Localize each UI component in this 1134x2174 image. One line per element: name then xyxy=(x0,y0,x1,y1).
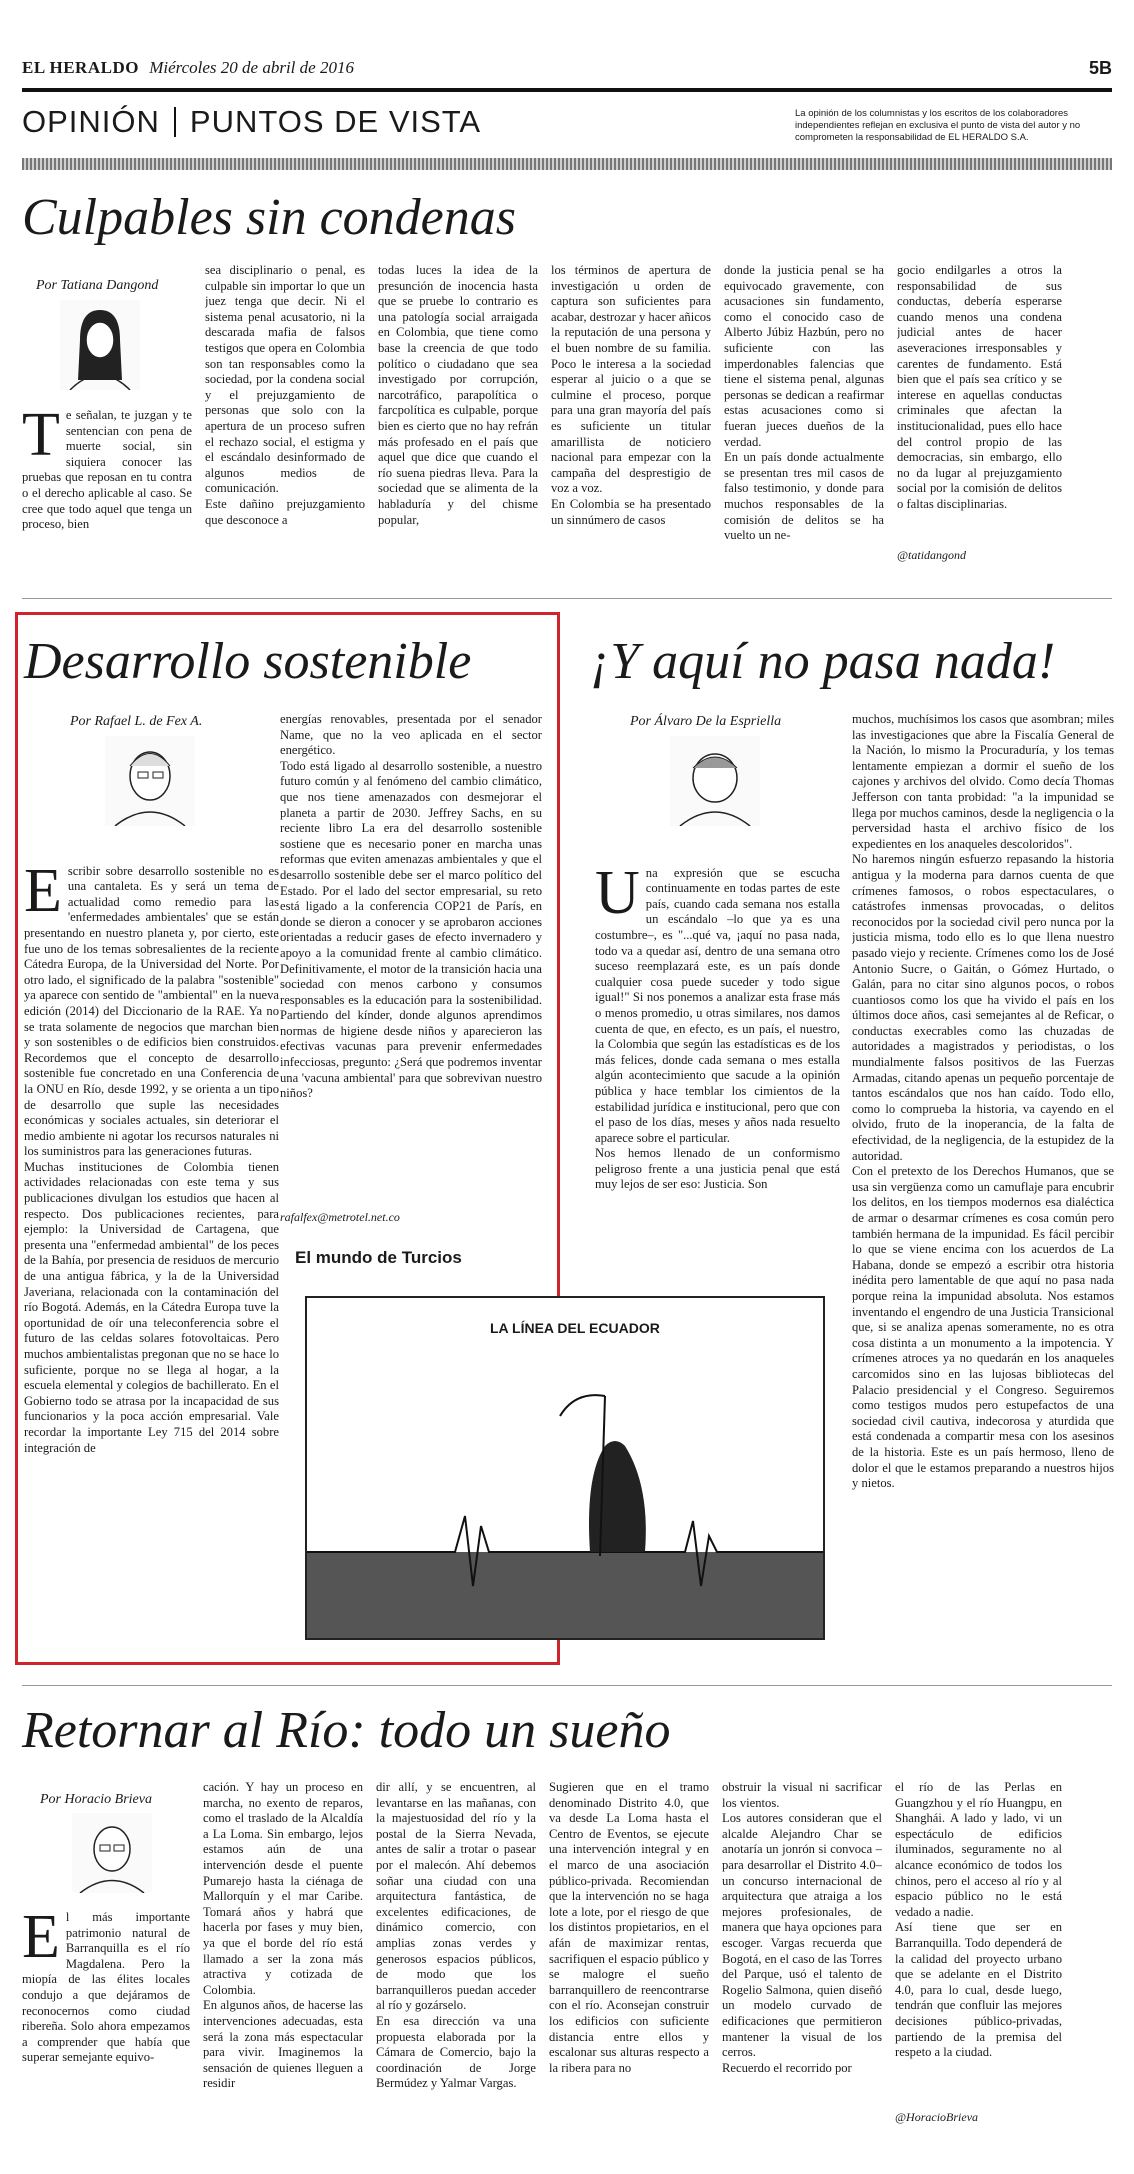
article-col: el río de las Perlas en Guangzhou y el río Huangpu, en Shanghái. A lado y lado, vi un espectáculo de edificios iluminados, seguramente no al alcance económico de todos los chinos, pero el acceso al río y al espacio público no le está vedado a nadie. Así tiene que ser en Barranquilla. Todo dependerá de la calidad del proyecto urbano que se adelante en el Distrito 4.0, para lo cual, desde luego, tendrán que confluir las mejores decisiones público-privadas, partiendo de la premisa del respeto a la ciudad. xyxy=(895,1780,1062,2060)
author-portrait xyxy=(60,300,140,390)
newspaper-name: EL HERALDO xyxy=(22,58,139,77)
byline-desarrollo: Por Rafael L. de Fex A. xyxy=(70,714,203,729)
article-col: gocio endilgarles a otros la responsabilidad de sus conductas, debería esperarse cuando menos una condena judicial antes de hacer aseveraciones irresponsables y carentes de fundamento. Está bien que el país sea crítico y se interese en aquellas conductas criminales que afectan la institucionalidad, pues ello hace del control propio de las democracias, sin embargo, ello no da lugar al prejuzgamiento social por la comisión de delitos o faltas disciplinarias. xyxy=(897,263,1062,511)
author-handle: @HoracioBrieva xyxy=(895,2110,979,2124)
byline-culpables: Por Tatiana Dangond xyxy=(36,278,159,293)
article-col: El más importante patrimonio natural de Barranquilla es el río Magdalena. Pero la miopía de las élites locales condujo a que dejáramos de reconocernos como ciudad ribereña. Solo ahora empezamos a comprender que había que superar semejante equivo- xyxy=(22,1910,190,2065)
section-opinion: OPINIÓN xyxy=(22,104,160,139)
dropcap: E xyxy=(22,1910,60,1971)
section-divider xyxy=(174,107,176,137)
article-col: Una expresión que se escucha continuamente en todas partes de este país, cuando cada semana nos estalla un escándalo –lo que ya es una costumbre–, es "...qué va, ¡aquí no pasa nada, todo va a quedar así, dentro de una semana otro suceso reemplazará este, es un país donde cualquier cosa puede suceder y todo sigue igual!" Si nos ponemos a analizar esta frase más o menos promedio, u otras similares, nos damos cuenta de que, en efecto, es un país, el nuestro, la Colombia que según las estadísticas es de los más felices, donde cada semana o mes estalla algún acontecimiento que sacude a la opinión pública y hace temblar los cimientos de la estabilidad jurídica e institucional, pero que con el paso de los días, meses y años nada resuelto aparece sobre el particular. Nos hemos llenado de un conformismo peligroso frente a una justicia penal que está muy lejos de ser eso: Justicia. Son xyxy=(595,858,840,1192)
article-col: energías renovables, presentada por el senador Name, que no la veo aplicada en el sector energético. Todo está ligado al desarrollo sostenible, a nuestro futuro común y al fenómeno del cambio climático, que nos tiene amenazados con desmejorar el planeta a partir de 2030. Jeffrey Sachs, en su reciente libro La era del desarrollo sostenible sostiene que es necesario poner en marcha unas reformas que eviten amenazas ambientales y que el desarrollo sostenible debe ser el marco político del Estado. Por el lado del sector empresarial, su reto está ligado a la conferencia COP21 de París, en donde se dieron a conocer y se aprobaron acciones orientadas a reducir gases de efecto invernadero y apoyo a la comunidad frente al cambio climático. Definitivamente, el motor de la transición hacia una sociedad con menos carbono y consumos responsables es la educación para la sostenibilidad. Partiendo del kínder, donde algunos aprendimos normas de higiene desde niños y aparecieron las efectivas vacunas para prevenir enfermedades infecciosas, pregunto: ¿Será que podremos inventar una 'vacuna ambiental' para que sobrevivan nuestro niños? xyxy=(280,712,542,1101)
section-header xyxy=(22,104,481,140)
dropcap: U xyxy=(595,858,640,927)
cartoon-illustration xyxy=(305,1296,825,1640)
article-title-retornar: Retornar al Río: todo un sueño xyxy=(22,1702,671,1759)
section-hatch-bar xyxy=(22,158,1112,170)
divider xyxy=(22,598,1112,599)
article-title-aqui: ¡Y aquí no pasa nada! xyxy=(590,633,1056,690)
article-col: obstruir la visual ni sacrificar los vientos. Los autores consideran que el alcalde Alejandro Char se anotaría un jonrón si convoca –para desarrollar el Distrito 4.0– un concurso internacional de arquitectura que atraiga a los mejores profesionales, de manera que haya opciones para escoger. Vargas recuerda que Bogotá, en el caso de las Torres del Parque, usó el talento de Rogelio Salmona, quien diseñó un modelo curvado de edificaciones que permitieron mantener la visual de los cerros. Recuerdo el recorrido por xyxy=(722,1780,882,2075)
article-col: los términos de apertura de investigación u orden de captura son suficientes para acabar, destrozar y hacer añicos la reputación de una persona y el buen nombre de su familia. Poco le interesa a la sociedad esperar al juicio o a que se culmine el proceso, porque para una gran mayoría del país es suficiente un titular amarillista de noticiero nacional para empezar con la campaña del desprestigio de voz a voz. En Colombia se ha presentado un sinnúmero de casos xyxy=(551,263,711,527)
article-col: dir allí, y se encuentren, al levantarse en las mañanas, con la majestuosidad del río y la postal de la Sierra Nevada, antes de salir a trotar o pasear por el malecón. Ahí debemos soñar una ciudad con una arquitectura fantástica, de excelentes edificaciones, de dinámico comercio, con amplias zonas verdes y generosos espacios públicos, de modo que los barranquilleros puedan acceder al río y gozárselo. En esa dirección va una propuesta elaborada por la Cámara de Comercio, bajo la coordinación de Jorge Bermúdez y Yalmar Vargas. xyxy=(376,1780,536,2091)
article-col: Escribir sobre desarrollo sostenible no es una cantaleta. Es y será un tema de actualidad como remedio para las 'enfermedades ambientales' que se están presentando en nuestro planeta y, por cierto, este fue uno de los temas sobresalientes de la reciente Cátedra Europa, de la Universidad del Norte. Por otro lado, el significado de la palabra "sostenible" ya aparece con sentido de "ambiental" en la nueva edición (2014) del Diccionario de la RAE. Ya no se trata solamente de negocios que marchan bien y son sostenibles o de edificios bien construidos. Recordemos que el concepto de desarrollo sostenible fue concretado en una Conferencia de la ONU en Río, desde 1992, y se orienta a un tipo de desarrollo que suple las necesidades económicas y sociales actuales, sin deteriorar el medio ambiente ni agotar los recursos naturales ni los suministros para las generaciones futuras. Muchas instituciones de Colombia tienen actividades relacionadas con este tema y sus publicaciones divulgan los estudios que hacen al respecto. Dos publicaciones recientes, para ejemplo: la Universidad de Cartagena, que presenta una "enfermedad ambiental" de los peces de la Bahía, por presencia de residuos de mercurio de una antigua fábrica, y la de la Universidad Javeriana, relacionada con la contaminación del río Bogotá. Además, en la Cátedra Europa tuve la oportunidad de oír una teleconferencia sobre el futuro de las celdas solares fotovoltaicas. Pero muchos ambientalistas pregonan que no se hace lo suficiente, porque no se llega al hogar, a la escuela elemental y colegios de bachillerato. En el Gobierno todo se atrasa por la incapacidad de sus funcionarios y la poca acción empresarial. Vale recordar la importante Ley 715 del 2014 sobre integración de xyxy=(24,856,279,1455)
masthead-rule xyxy=(22,88,1112,92)
article-col: donde la justicia penal se ha equivocado gravemente, con acusaciones sin fundamento, como el conocido caso de Alberto Júbiz Hazbún, pero no suficiente con las imperdonables falencias que tiene el sistema penal, algunas personas se dedican a reafirmar estas acusaciones como si fueran jueces dueños de la verdad. En un país donde actualmente se presentan tres mil casos de falso testimonio, y donde para muchos responsables de la comisión de delitos se ha vuelto un ne- xyxy=(724,263,884,543)
dropcap: T xyxy=(22,408,60,469)
byline-retornar: Por Horacio Brieva xyxy=(40,1792,152,1807)
byline-aqui: Por Álvaro De la Espriella xyxy=(630,714,782,729)
dropcap: E xyxy=(24,856,62,925)
article-col: cación. Y hay un proceso en marcha, no exento de reparos, como el traslado de la Alcaldía a La Loma. Sin embargo, lejos estamos aún de una intervención desde el puente Pumarejo hasta la ciénaga de Mallorquín y el mar Caribe. Tomará años y habrá que hacerla por fases y muy bien, ya que el borde del río está llamado a ser la zona más atractiva y cotizada de Colombia. En algunos años, de hacerse las intervenciones adecuadas, esta será la zona más espectacular para vivir. Imaginemos la sensación de quienes lleguen a residir xyxy=(203,1780,363,2091)
article-col: Te señalan, te juzgan y te sentencian con pena de muerte social, sin siquiera conocer las pruebas que reposan en tu contra o el derecho aplicable al caso. Se cree que todo aquel que tenga un proceso, bien xyxy=(22,408,192,532)
author-portrait xyxy=(670,736,760,826)
article-col: todas luces la idea de la presunción de inocencia hasta que se pruebe lo contrario es una patología social arraigada en Colombia, que tiene como base la creencia de que todo político o ciudadano que sea investigado por corrupción, narcotráfico, parapolítica o farcpolítica es culpable, porque bien es cierto que no hay refrán más profesado en el país que aquel que dice que cuando el río suena piedras lleva. Para la sociedad que se alimenta de la habladuría y del chisme popular, xyxy=(378,263,538,527)
cartoon-section-title: El mundo de Turcios xyxy=(295,1248,462,1267)
cartoon-caption: LA LÍNEA DEL ECUADOR xyxy=(490,1320,660,1336)
section-puntos: PUNTOS DE VISTA xyxy=(189,104,482,139)
article-col: sea disciplinario o penal, es culpable sin importar lo que un juez tenga que decir. Ni el sistema penal acusatorio, ni la descarada mafia de falsos testigos que opera en Colombia son tan responsables como la sociedad, por la condena social y el prejuzgamiento de personas que solo con la apertura de un proceso sufren el rechazo social, el estigma y el escándalo desinformado de algunos medios de comunicación. Este dañino prejuzgamiento que desconoce a xyxy=(205,263,365,527)
disclaimer: La opinión de los columnistas y los escritos de los colaboradores independientes reflejan en exclusiva el punto de vista del autor y no comprometen la responsabilidad de EL HERALDO S.A. xyxy=(795,108,1081,143)
divider xyxy=(22,1685,1112,1686)
issue-date: Miércoles 20 de abril de 2016 xyxy=(149,58,354,77)
page-number: 5B xyxy=(1088,58,1112,78)
article-col: Sugieren que en el tramo denominado Distrito 4.0, que va desde La Loma hasta el Centro de Eventos, se ejecute una intervención integral y en el marco de una asociación público-privada. Recomiendan que la intervención no se haga lote a lote, por el riesgo de que los distintos propietarios, en el afán de maximizar rentas, sacrifiquen el espacio público y se malogre el sueño barranquillero de reencontrarse con el río. Aconsejan construir los edificios con suficiente distancia entre ellos y escalonar sus alturas respecto a la ribera para no xyxy=(549,1780,709,2075)
author-portrait xyxy=(72,1813,152,1893)
author-portrait xyxy=(105,736,195,826)
masthead xyxy=(22,58,1112,84)
author-handle: @tatidangond xyxy=(897,548,967,562)
article-title-culpables: Culpables sin condenas xyxy=(22,189,516,246)
author-handle: rafalfex@metrotel.net.co xyxy=(280,1210,400,1224)
article-title-desarrollo: Desarrollo sostenible xyxy=(24,633,472,690)
article-col: muchos, muchísimos los casos que asombran; miles las investigaciones que abre la Fiscalía General de la Nación, lo mismo la Procuraduría, y los temas lentamente empiezan a dormir el sueño de los cajones y archivos del olvido. Como decía Thomas Jefferson con tanta probidad: "a la impunidad se llega por muchos caminos, desde la negligencia o la perversidad hasta el archivo físico de los expedientes en los anaqueles descoloridos". No haremos ningún esfuerzo repasando la historia antigua y la moderna para darnos cuenta de que crímenes famosos, o robos espectaculares, o catástrofes inmensas provocadas, o delitos reconocidos por la sociedad civil pero nunca por la justicia misma, todo ello es lo que llena nuestro pasado viejo y reciente. Crímenes como los de José Antonio Sucre, o Gaitán, o Gómez Hurtado, o Galán, para no citar sino algunos pocos, o robos cuantiosos como los que ha vivido el país en los últimos doce años, casi semejantes al de Reficar, o conductas execrables como las chuzadas de autoridades a magistrados y periodistas, o los mundialmente falsos positivos de las Fuerzas Armadas, citando apenas un pequeño porcentaje de tantos escándalos que nos han caído. Todo ello, como lo comprueba la historia, va cayendo en el olvido, fruto de la inoperancia, de la falta de efectividad, de la negligencia, de la estupidez de la autoridad. Con el pretexto de los Derechos Humanos, que se usa sin vergüenza como un camuflaje para encubrir los delitos, en los tiempos modernos esa dialéctica de armar o desarmar crímenes es cosa común pero también hermana de la impunidad. Es fácil percibir lo que se viene encima con los acuerdos de La Habana, donde se empezó a escribir otra historia inédita pero lamentable de que aquí no pasa nada porque reina la impunidad absoluta. Nos estamos inventando el engendro de una Justicia Transicional que, si se analiza apenas someramente, no es otra cosa distinta a un monumento a la impotencia. Y crímenes atroces ya no quedarán en los anaqueles carcomidos sino en las lujosas bibliotecas del Palacio presidencial y el Congreso. Seguiremos como testigos mudos pero estupefactos de una sociedad civil cautiva, indecorosa y aturdida que está condenada a compartir mesa con los asesinos de la historia. Este es un país hermoso, lleno de dolor el que le estamos preparando a nuestros hijos y nietos. xyxy=(852,712,1114,1491)
